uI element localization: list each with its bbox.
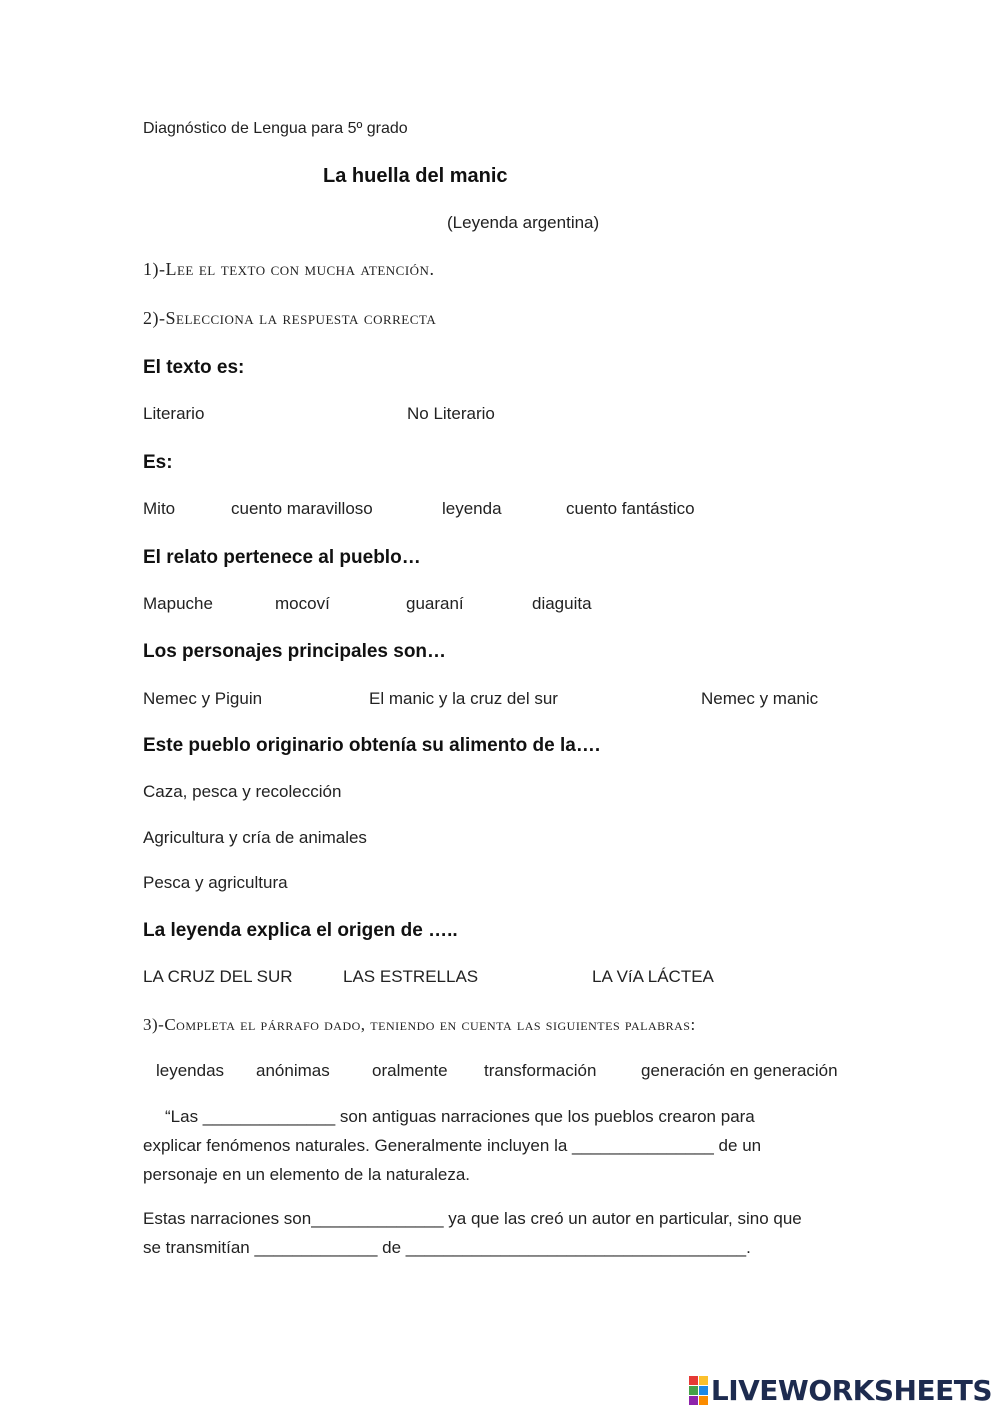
paragraph-line: personaje en un elemento de la naturaleza. [143,1165,471,1184]
answer-option[interactable]: Caza, pesca y recolección [143,782,342,801]
answer-option[interactable]: guaraní [406,594,464,613]
paragraph-line[interactable]: se transmitían _____________ de ____________________________________. [143,1238,751,1257]
word-bank-item: generación en generación [641,1061,838,1080]
question-prompt: La leyenda explica el origen de ….. [143,920,458,941]
answer-option[interactable]: Nemec y Piguin [143,689,263,708]
answer-option[interactable]: Mapuche [143,594,213,613]
answer-option[interactable]: Agricultura y cría de animales [143,828,367,847]
liveworksheets-logo [689,1374,992,1407]
instruction-2: 2)-Selecciona la respuesta correcta [143,308,437,328]
answer-option[interactable]: Literario [143,404,205,423]
paragraph-line[interactable]: Estas narraciones son______________ ya que las creó un autor en particular, sino que [143,1209,802,1228]
paragraph-line[interactable]: explicar fenómenos naturales. Generalmente incluyen la _______________ de un [143,1136,762,1155]
question-prompt: Es: [143,452,173,473]
worksheet-header: Diagnóstico de Lengua para 5º grado [143,120,408,137]
page-subtitle: (Leyenda argentina) [447,213,600,232]
fill-paragraph-1 [143,1102,761,1189]
answer-option[interactable]: Mito [143,499,176,518]
answer-option[interactable]: El manic y la cruz del sur [369,689,558,708]
paragraph-line[interactable]: “Las ______________ son antiguas narraciones que los pueblos crearon para [165,1107,755,1126]
word-bank-item: anónimas [256,1061,330,1080]
answer-option[interactable]: Nemec y manic [701,689,819,708]
answer-option[interactable]: mocoví [275,594,330,613]
word-bank-item: transformación [484,1061,597,1080]
answer-option[interactable]: Pesca y agricultura [143,873,288,892]
question-prompt: Este pueblo originario obtenía su alimento de la…. [143,735,601,756]
answer-option[interactable]: No Literario [407,404,495,423]
fill-paragraph-2 [143,1204,802,1262]
word-bank-item: oralmente [372,1061,448,1080]
page-title: La huella del manic [323,165,508,187]
answer-option[interactable]: cuento fantástico [566,499,695,518]
question-prompt: Los personajes principales son… [143,641,447,662]
question-prompt: El relato pertenece al pueblo… [143,547,421,568]
logo-grid-icon [689,1376,708,1405]
instruction-1: 1)-Lee el texto con mucha atención. [143,259,435,279]
answer-option[interactable]: LAS ESTRELLAS [343,967,479,986]
answer-option[interactable]: diaguita [532,594,592,613]
question-prompt: El texto es: [143,357,245,378]
answer-option[interactable]: LA CRUZ DEL SUR [143,967,293,986]
answer-option[interactable]: LA VíA LÁCTEA [592,967,714,986]
answer-option[interactable]: cuento maravilloso [231,499,373,518]
instruction-3: 3)-Completa el párrafo dado, teniendo en cuenta las siguientes palabras: [143,1015,696,1034]
brand-name: LIVEWORKSHEETS [710,1374,992,1407]
word-bank-item: leyendas [156,1061,225,1080]
answer-option[interactable]: leyenda [442,499,502,518]
